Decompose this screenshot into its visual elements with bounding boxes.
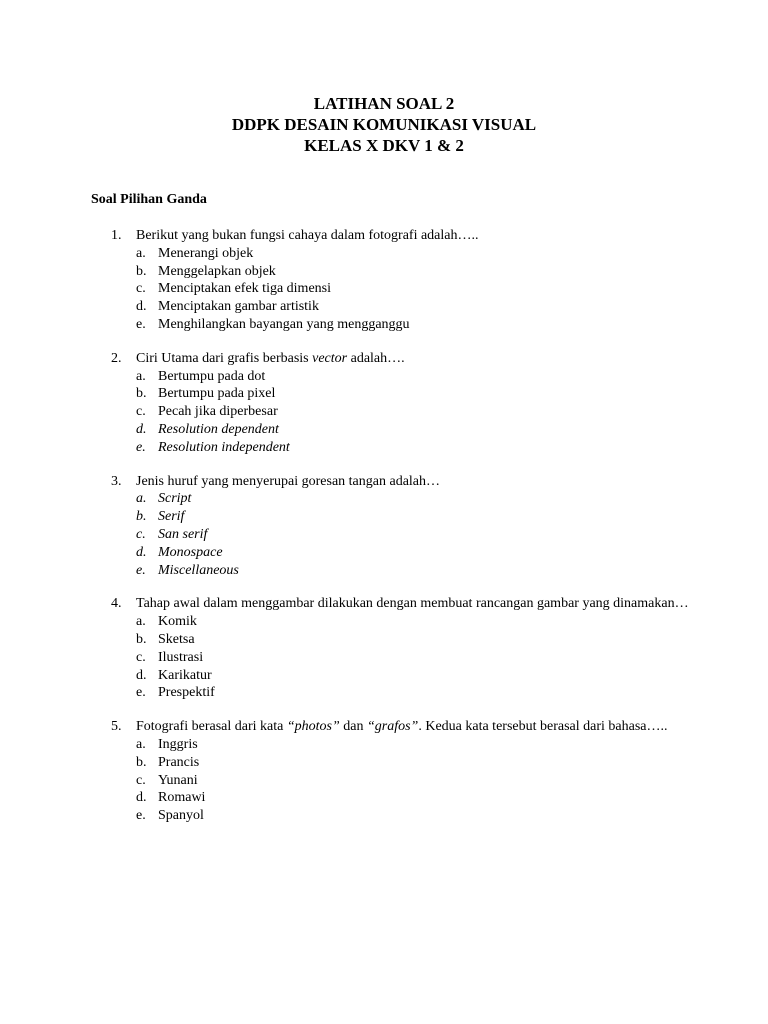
option-b: b. Menggelapkan objek bbox=[136, 263, 276, 279]
header-class: KELAS X DKV 1 & 2 bbox=[304, 136, 464, 155]
option-c: c. Pecah jika diperbesar bbox=[136, 404, 278, 420]
option-e: e. Resolution independent bbox=[136, 439, 290, 455]
question-text: Fotografi berasal dari kata “photos” dan “grafos”. Kedua kata tersebut berasal dari bahasa….. bbox=[136, 719, 668, 735]
question-5 bbox=[91, 718, 691, 825]
option-a: a. Bertumpu pada dot bbox=[136, 368, 266, 384]
option-b: b. Serif bbox=[136, 509, 185, 525]
option-d: d. Romawi bbox=[136, 790, 206, 806]
question-number: 2. bbox=[111, 350, 122, 366]
question-number: 5. bbox=[111, 719, 122, 735]
option-b: b. Prancis bbox=[136, 754, 200, 770]
question-text: Ciri Utama dari grafis berbasis vector adalah…. bbox=[136, 350, 405, 366]
question-text: Jenis huruf yang menyerupai goresan tangan adalah… bbox=[136, 473, 441, 489]
option-e: e. Spanyol bbox=[136, 808, 204, 824]
question-number: 4. bbox=[111, 596, 122, 612]
option-e: e. Miscellaneous bbox=[136, 562, 239, 578]
option-d: d. Karikatur bbox=[136, 667, 212, 683]
option-c: c. Ilustrasi bbox=[136, 649, 204, 665]
option-c: c. San serif bbox=[136, 526, 208, 542]
question-number: 1. bbox=[111, 228, 122, 243]
option-a: a. Komik bbox=[136, 614, 197, 630]
question-4 bbox=[91, 595, 691, 702]
option-d: d. Resolution dependent bbox=[136, 421, 279, 437]
option-a: a. Script bbox=[136, 491, 192, 507]
option-b: b. Sketsa bbox=[136, 631, 195, 647]
question-number: 3. bbox=[111, 473, 122, 489]
option-d: d. Monospace bbox=[136, 544, 223, 560]
question-text: Tahap awal dalam menggambar dilakukan dengan membuat rancangan gambar yang dinamakan… bbox=[136, 596, 689, 612]
option-c: c. Yunani bbox=[136, 772, 198, 788]
question-list bbox=[91, 227, 691, 841]
option-c: c. Menciptakan efek tiga dimensi bbox=[136, 281, 331, 297]
option-a: a. Inggris bbox=[136, 736, 198, 752]
question-1 bbox=[91, 227, 691, 334]
question-3 bbox=[91, 473, 691, 580]
header-subject: DDPK DESAIN KOMUNIKASI VISUAL bbox=[231, 115, 537, 134]
option-b: b. Bertumpu pada pixel bbox=[136, 386, 276, 402]
option-a: a. Menerangi objek bbox=[136, 245, 254, 261]
document-header bbox=[0, 93, 768, 156]
header-title: LATIHAN SOAL 2 bbox=[313, 94, 455, 113]
option-d: d. Menciptakan gambar artistik bbox=[136, 299, 319, 315]
option-e: e. Prespektif bbox=[136, 685, 215, 701]
question-2 bbox=[91, 350, 691, 457]
section-title: Soal Pilihan Ganda bbox=[91, 192, 207, 207]
option-e: e. Menghilangkan bayangan yang mengganggu bbox=[136, 316, 410, 332]
question-text: Berikut yang bukan fungsi cahaya dalam fotografi adalah….. bbox=[136, 228, 479, 243]
